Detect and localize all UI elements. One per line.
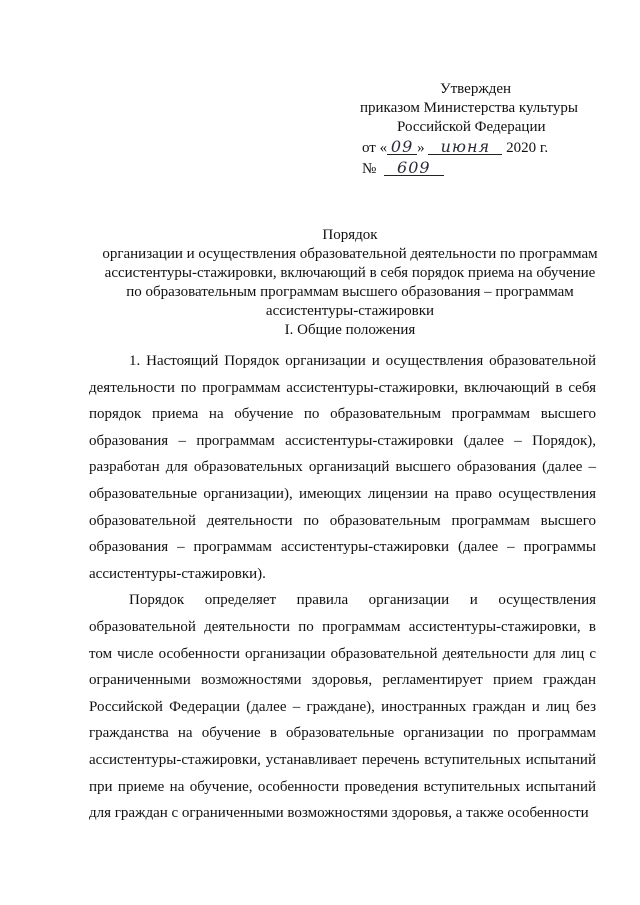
date-prefix: от «: [362, 140, 388, 156]
month-handwritten: июня: [440, 137, 491, 156]
number-prefix: №: [362, 161, 377, 177]
title-line: по образовательным программам высшего образования – программам: [126, 284, 574, 300]
day-blank: [387, 137, 417, 155]
title-heading: Порядок: [322, 227, 378, 243]
order-line: приказом Министерства культуры: [360, 100, 578, 116]
month-blank: [428, 137, 502, 155]
number-line: [360, 158, 630, 179]
title-line: ассистентуры-стажировки, включающий в себя порядок приема на обучение: [104, 265, 596, 281]
paragraph: Порядок определяет правила организации и осуществления образовательной деятельности по программам ассистентуры-стажировки, в том числе особенности организации образовательной деятельности для лиц с ограниченными возможностями здоровья, регламентирует прием граждан Российской Федерации (далее – граждане), иностранных граждан и лиц без гражданства на обучение в образовательные организации по программам ассистентуры-стажировки, устанавливает перечень вступительных испытаний при приеме на обучение, особенности проведения вступительных испытаний для граждан с ограниченными возможностями здоровья, а также особенности: [89, 592, 596, 822]
document-body: [89, 348, 596, 827]
approval-block: [360, 80, 630, 179]
date-line: [360, 137, 630, 158]
document-title: [80, 226, 620, 321]
paragraph: 1. Настоящий Порядок организации и осуществления образовательной деятельности по программам ассистентуры-стажировки, включающий в себя порядок приема на обучение по образовательным программам высшего образования – программам ассистентуры-стажировки (далее – Порядок), разработан для образовательных организаций высшего образования (далее – образовательные организации), имеющих лицензии на право осуществления образовательной деятельности по образовательным программам высшего образования – программам ассистентуры-стажировки (далее – программы ассистентуры-стажировки).: [89, 353, 596, 582]
year-text: 2020 г.: [506, 140, 549, 156]
section-heading: I. Общие положения: [284, 322, 416, 338]
title-line: организации и осуществления образовательной деятельности по программам: [102, 246, 598, 262]
approved-label: Утвержден: [440, 81, 512, 97]
number-handwritten: 609: [397, 158, 431, 177]
country-line: Российской Федерации: [397, 119, 546, 135]
number-blank: [384, 158, 444, 176]
title-line: ассистентуры-стажировки: [265, 303, 435, 319]
day-handwritten: 09: [390, 137, 414, 156]
quote-close: »: [417, 140, 425, 156]
